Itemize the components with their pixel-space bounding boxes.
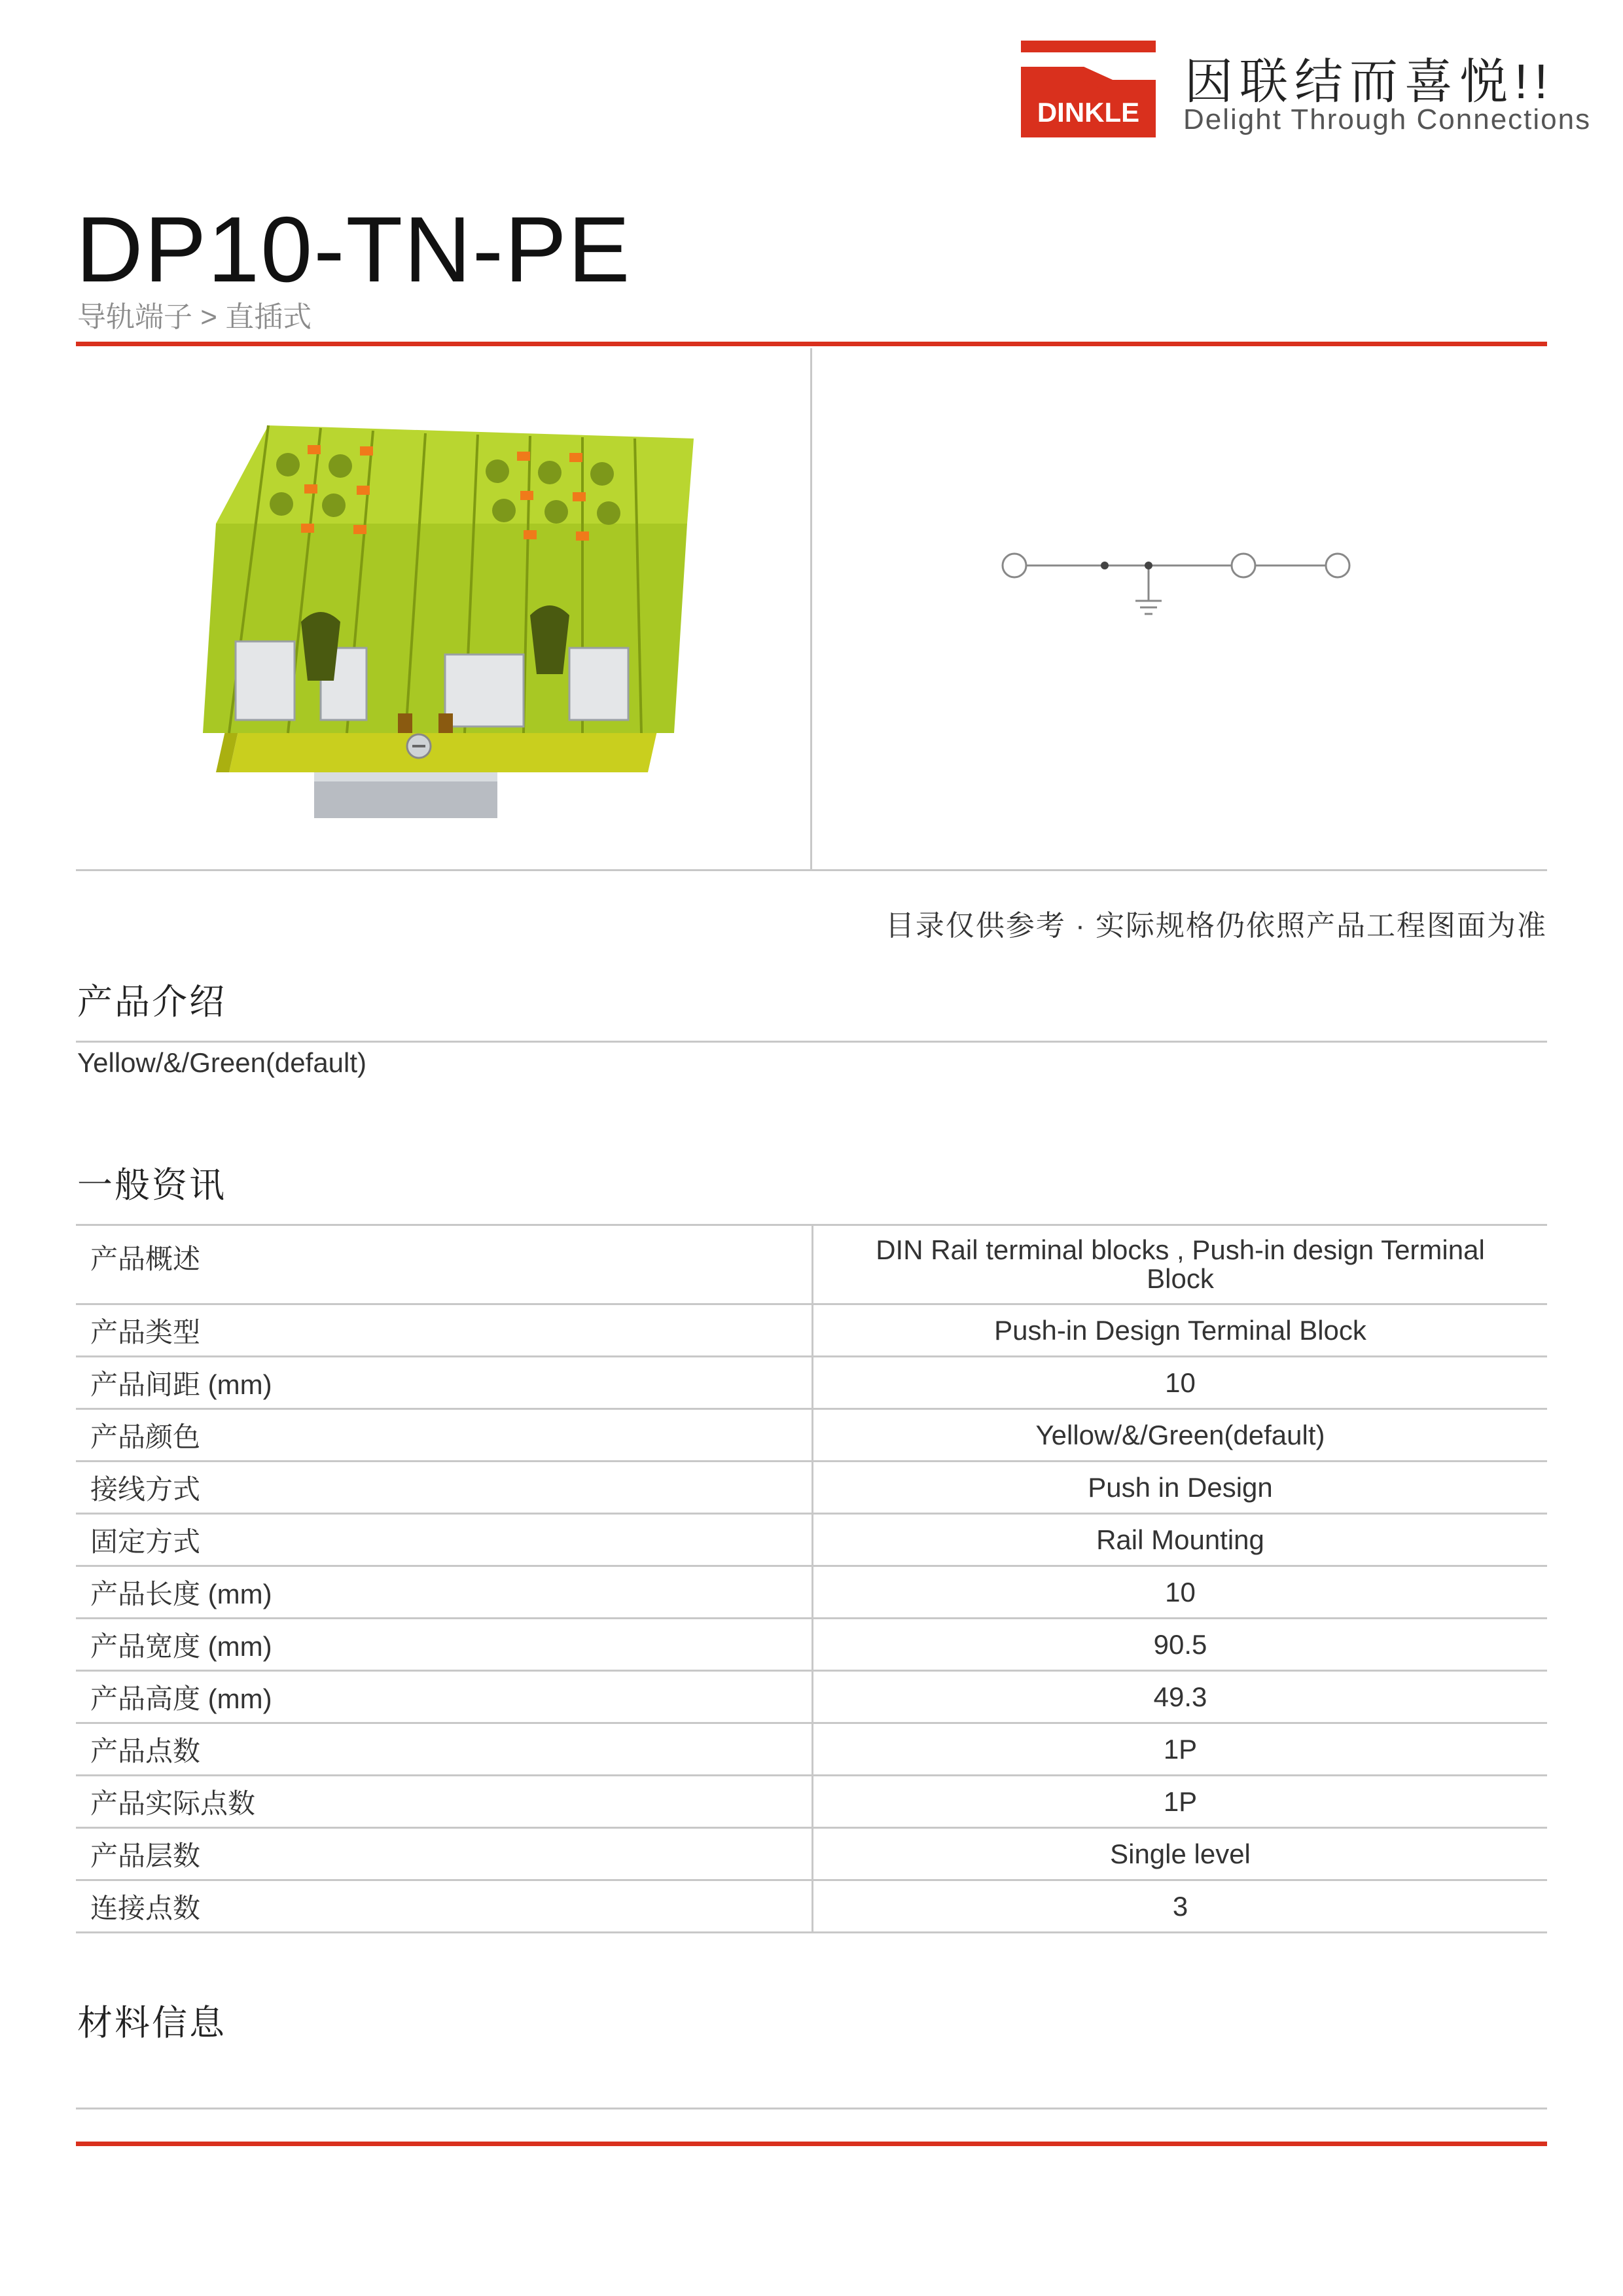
title-divider xyxy=(76,342,1547,346)
spec-key: 产品颜色 xyxy=(76,1409,813,1462)
spec-key: 产品概述 xyxy=(76,1225,813,1304)
image-divider xyxy=(810,348,812,869)
spec-value: Push in Design xyxy=(1088,1471,1273,1503)
spec-key: 产品长度 (mm) xyxy=(76,1566,813,1619)
breadcrumb[interactable]: 导轨端子 > 直插式 xyxy=(77,301,312,333)
spec-key: 固定方式 xyxy=(76,1514,813,1566)
tagline-cn: 因联结而喜悦!! xyxy=(1185,54,1555,109)
table-row xyxy=(76,1776,1547,1828)
spec-table xyxy=(76,1224,1547,1933)
table-row xyxy=(76,1357,1547,1409)
spec-value: Yellow/&/Green(default) xyxy=(1035,1419,1325,1450)
table-row xyxy=(76,1723,1547,1776)
table-row xyxy=(76,1409,1547,1462)
spec-key: 产品实际点数 xyxy=(76,1776,813,1828)
terminal-block-photo xyxy=(190,406,700,825)
spec-key: 产品间距 (mm) xyxy=(76,1357,813,1409)
intro-text: Yellow/&/Green(default) xyxy=(77,1047,367,1078)
spec-value: DIN Rail terminal blocks , Push-in design Terminal Block xyxy=(876,1234,1485,1294)
table-row xyxy=(76,1304,1547,1357)
intro-heading: 产品介绍 xyxy=(77,982,226,1022)
general-heading: 一般资讯 xyxy=(77,1166,226,1205)
spec-key: 产品类型 xyxy=(76,1304,813,1357)
spec-value: 1P xyxy=(1163,1785,1198,1817)
disclaimer-note: 目录仅供参考 · 实际规格仍依照产品工程图面为准 xyxy=(885,910,1547,942)
table-row xyxy=(76,1880,1547,1933)
material-heading: 材料信息 xyxy=(77,2003,226,2043)
spec-key: 产品点数 xyxy=(76,1723,813,1776)
spec-key: 连接点数 xyxy=(76,1880,813,1933)
table-row xyxy=(76,1514,1547,1566)
spec-value: Rail Mounting xyxy=(1096,1524,1264,1555)
logo-brand-text: DINKLE xyxy=(1037,97,1140,128)
table-row xyxy=(76,1619,1547,1671)
spec-key: 产品高度 (mm) xyxy=(76,1671,813,1723)
table-row xyxy=(76,1671,1547,1723)
spec-key: 产品宽度 (mm) xyxy=(76,1619,813,1671)
material-rule xyxy=(76,2108,1547,2109)
spec-value: 10 xyxy=(1165,1367,1196,1398)
spec-value: Push-in Design Terminal Block xyxy=(994,1314,1366,1346)
dinkle-logo xyxy=(1021,41,1156,137)
spec-key: 产品层数 xyxy=(76,1828,813,1880)
spec-value: 10 xyxy=(1165,1576,1196,1607)
spec-value: 1P xyxy=(1163,1733,1198,1765)
tagline-en: Delight Through Connections xyxy=(1183,103,1592,135)
footer-divider xyxy=(76,2142,1547,2146)
spec-value: 49.3 xyxy=(1153,1681,1207,1712)
intro-rule xyxy=(76,1041,1547,1043)
circuit-schematic-icon xyxy=(995,537,1361,628)
page-title: DP10-TN-PE xyxy=(76,198,632,302)
table-row xyxy=(76,1225,1547,1304)
image-bottom-rule xyxy=(76,869,1547,871)
spec-key: 接线方式 xyxy=(76,1462,813,1514)
table-row xyxy=(76,1462,1547,1514)
spec-value: Single level xyxy=(1110,1838,1251,1869)
spec-value: 90.5 xyxy=(1153,1628,1207,1660)
spec-value: 3 xyxy=(1172,1890,1188,1922)
table-row xyxy=(76,1828,1547,1880)
table-row xyxy=(76,1566,1547,1619)
